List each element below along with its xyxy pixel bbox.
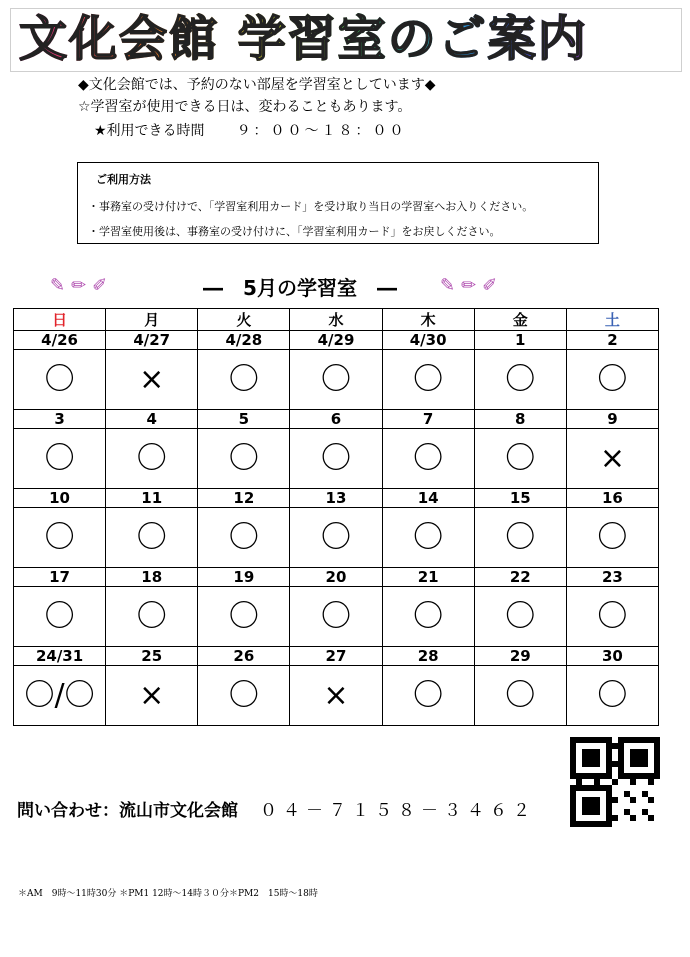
date-cell: 3	[14, 410, 106, 429]
date-cell: 4	[106, 410, 198, 429]
date-cell: 4/27	[106, 331, 198, 350]
date-cell: 7	[382, 410, 474, 429]
date-cell: 23	[566, 568, 658, 587]
availability-row	[14, 666, 659, 726]
availability-mark: 〇	[566, 666, 658, 726]
usage-instructions-box	[77, 162, 599, 244]
availability-mark: 〇	[198, 508, 290, 568]
availability-mark: 〇	[198, 429, 290, 489]
date-cell: 13	[290, 489, 382, 508]
date-cell: 28	[382, 647, 474, 666]
usage-heading: ご利用方法	[96, 173, 151, 186]
availability-mark: 〇	[566, 508, 658, 568]
date-row	[14, 568, 659, 587]
availability-mark: 〇	[474, 350, 566, 410]
availability-mark: 〇	[290, 508, 382, 568]
banner	[10, 8, 682, 72]
month-title: ― 5月の学習室 ―	[203, 276, 397, 300]
date-cell: 19	[198, 568, 290, 587]
weekday-tue: 火	[198, 309, 290, 331]
weekday-wed: 水	[290, 309, 382, 331]
availability-mark: ×	[106, 666, 198, 726]
weekday-sat: 土	[566, 309, 658, 331]
availability-mark: 〇	[14, 350, 106, 410]
intro-line-2: ☆学習室が使用できる日は、変わることもあります。	[78, 99, 412, 115]
date-cell: 16	[566, 489, 658, 508]
availability-mark: 〇	[106, 508, 198, 568]
date-cell: 21	[382, 568, 474, 587]
hours-label: ★利用できる時間	[94, 123, 205, 139]
availability-mark: 〇	[290, 350, 382, 410]
date-cell: 24/31	[14, 647, 106, 666]
date-cell: 20	[290, 568, 382, 587]
availability-mark: 〇	[566, 350, 658, 410]
date-row	[14, 489, 659, 508]
availability-mark: 〇	[198, 666, 290, 726]
availability-mark: 〇	[14, 587, 106, 647]
availability-mark: ×	[106, 350, 198, 410]
date-cell: 27	[290, 647, 382, 666]
weekday-fri: 金	[474, 309, 566, 331]
weekday-header-row	[14, 309, 659, 331]
contact-label: 問い合わせ：流山市文化会館	[17, 801, 238, 821]
date-cell: 14	[382, 489, 474, 508]
hours-line	[78, 120, 436, 142]
availability-mark: 〇	[474, 429, 566, 489]
date-cell: 11	[106, 489, 198, 508]
date-cell: 1	[474, 331, 566, 350]
availability-mark: 〇	[566, 587, 658, 647]
date-cell: 4/28	[198, 331, 290, 350]
date-cell: 15	[474, 489, 566, 508]
availability-mark: 〇	[382, 587, 474, 647]
availability-mark: 〇	[474, 508, 566, 568]
availability-mark: 〇/〇	[14, 666, 106, 726]
date-cell: 18	[106, 568, 198, 587]
availability-mark: ×	[566, 429, 658, 489]
availability-mark: 〇	[382, 350, 474, 410]
availability-mark: 〇	[474, 587, 566, 647]
pencil-icon-left: ✎✏✐	[50, 275, 114, 296]
availability-mark: 〇	[290, 587, 382, 647]
availability-row	[14, 429, 659, 489]
pencil-icon-right: ✎✏✐	[440, 275, 504, 296]
date-row	[14, 647, 659, 666]
availability-mark: 〇	[290, 429, 382, 489]
date-cell: 9	[566, 410, 658, 429]
date-cell: 30	[566, 647, 658, 666]
qr-code-icon	[570, 737, 660, 827]
weekday-mon: 月	[106, 309, 198, 331]
time-slot-footnote: ＊AM 9時～11時30分 ＊PM1 12時～14時３０分＊PM2 15時～18時	[18, 889, 318, 899]
date-cell: 22	[474, 568, 566, 587]
weekday-sun: 日	[14, 309, 106, 331]
date-cell: 29	[474, 647, 566, 666]
date-cell: 2	[566, 331, 658, 350]
availability-mark: 〇	[14, 429, 106, 489]
contact-line	[17, 796, 536, 821]
date-cell: 25	[106, 647, 198, 666]
availability-mark: 〇	[106, 429, 198, 489]
month-header	[0, 272, 690, 302]
availability-mark: 〇	[474, 666, 566, 726]
date-row	[14, 410, 659, 429]
usage-line-2: ・学習室使用後は、事務室の受け付けに、「学習室利用カード」をお戻しください。	[88, 225, 501, 238]
availability-mark: ×	[290, 666, 382, 726]
availability-mark: 〇	[14, 508, 106, 568]
availability-calendar	[13, 308, 659, 726]
availability-mark: 〇	[198, 587, 290, 647]
date-cell: 10	[14, 489, 106, 508]
contact-phone: ０４－７１５８－３４６２	[260, 801, 536, 821]
date-cell: 4/26	[14, 331, 106, 350]
availability-row	[14, 350, 659, 410]
date-cell: 4/29	[290, 331, 382, 350]
date-row	[14, 331, 659, 350]
intro-block	[78, 74, 436, 142]
date-cell: 6	[290, 410, 382, 429]
availability-row	[14, 587, 659, 647]
availability-row	[14, 508, 659, 568]
date-cell: 4/30	[382, 331, 474, 350]
availability-mark: 〇	[382, 666, 474, 726]
availability-mark: 〇	[198, 350, 290, 410]
page-title: 文化会館 学習室のご案内	[19, 11, 588, 67]
availability-mark: 〇	[106, 587, 198, 647]
date-cell: 5	[198, 410, 290, 429]
date-cell: 26	[198, 647, 290, 666]
usage-line-1: ・事務室の受け付けで、「学習室利用カード」を受け取り当日の学習室へお入りください。	[88, 200, 534, 213]
weekday-thu: 木	[382, 309, 474, 331]
date-cell: 17	[14, 568, 106, 587]
hours-time: ９：００～１８：００	[236, 123, 407, 139]
availability-mark: 〇	[382, 508, 474, 568]
date-cell: 8	[474, 410, 566, 429]
intro-line-1: ◆文化会館では、予約のない部屋を学習室としています◆	[78, 77, 436, 93]
availability-mark: 〇	[382, 429, 474, 489]
date-cell: 12	[198, 489, 290, 508]
